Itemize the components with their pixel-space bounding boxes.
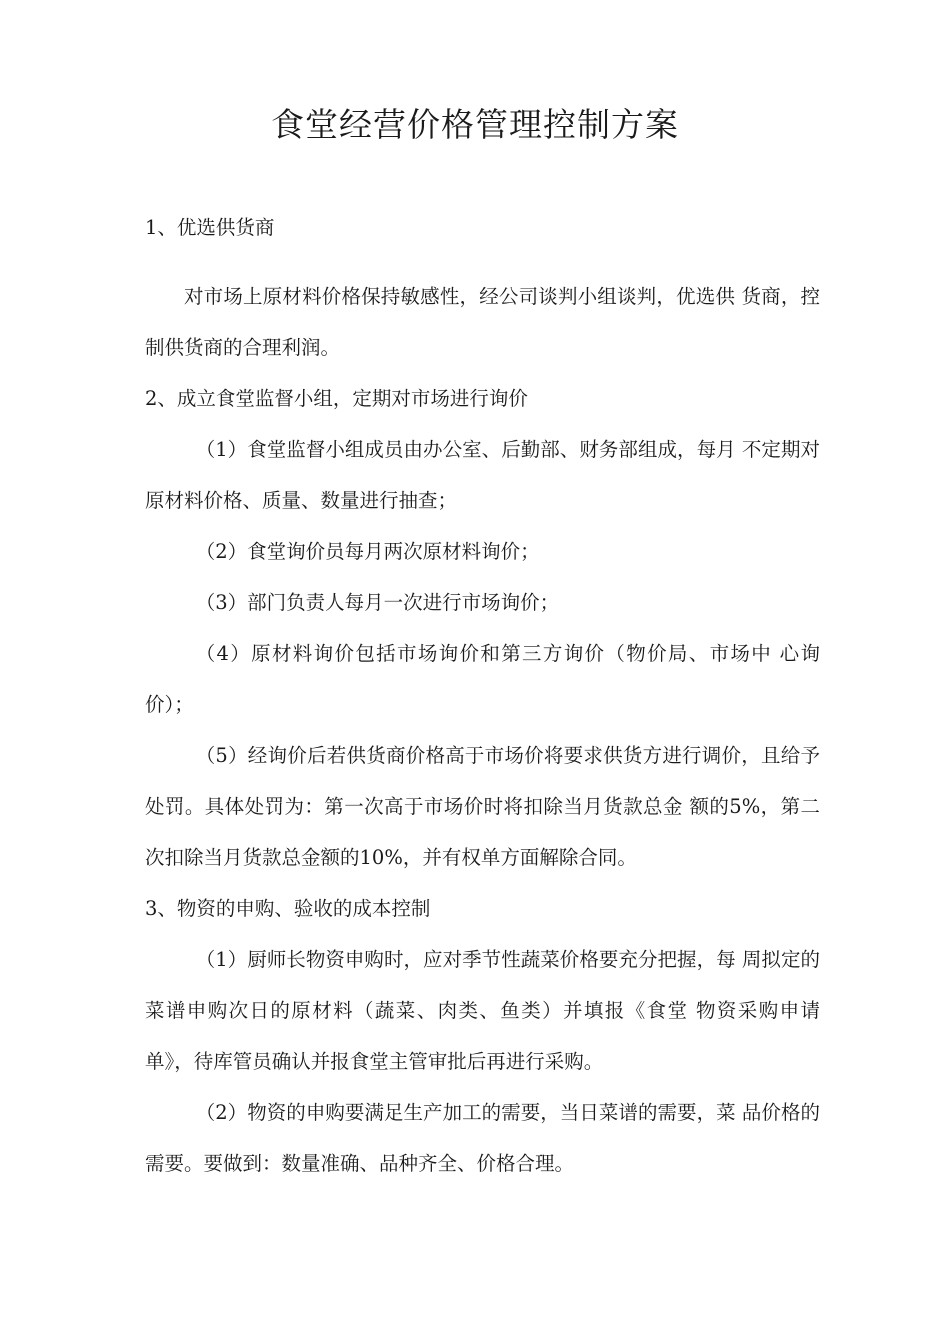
section-2-item-2: （2）食堂询价员每月两次原材料询价； xyxy=(195,540,540,563)
section-2-item-1: （1）食堂监督小组成员由办公室、后勤部、财务部组成，每月 不定期对原材料价格、质量、数量进行抽查； xyxy=(145,438,820,512)
section-2-item-5: （5）经询价后若供货商价格高于市场价将要求供货方进行调价，且给予处罚。具体处罚为：第一次高于市场价时将扣除当月货款总金 额的5%，第二次扣除当月货款总金额的10%，并有权单方面解除合同。 xyxy=(145,744,820,869)
section-3-item-2: （2）物资的申购要满足生产加工的需要，当日菜谱的需要，菜 品价格的需要。要做到：数量准确、品种齐全、价格合理。 xyxy=(145,1101,820,1175)
section-2-item-3: （3）部门负责人每月一次进行市场询价； xyxy=(195,591,560,614)
section-3-item-1: （1）厨师长物资申购时，应对季节性蔬菜价格要充分把握，每 周拟定的菜谱申购次日的原材料（蔬菜、肉类、鱼类）并填报《食堂 物资采购申请单》，待库管员确认并报食堂主管审批后再进行采购。 xyxy=(145,948,820,1073)
section-1-paragraph: 对市场上原材料价格保持敏感性，经公司谈判小组谈判，优选供 货商，控制供货商的合理利润。 xyxy=(145,285,820,359)
section-heading-3: 3、物资的申购、验收的成本控制 xyxy=(145,897,431,920)
section-2-item-4: （4）原材料询价包括市场询价和第三方询价（物价局、市场中 心询价）； xyxy=(145,642,820,716)
section-heading-2: 2、成立食堂监督小组，定期对市场进行询价 xyxy=(145,387,528,410)
section-heading-1: 1、优选供货商 xyxy=(145,216,275,239)
document-body xyxy=(145,202,820,1189)
document-title: 食堂经营价格管理控制方案 xyxy=(271,105,679,144)
